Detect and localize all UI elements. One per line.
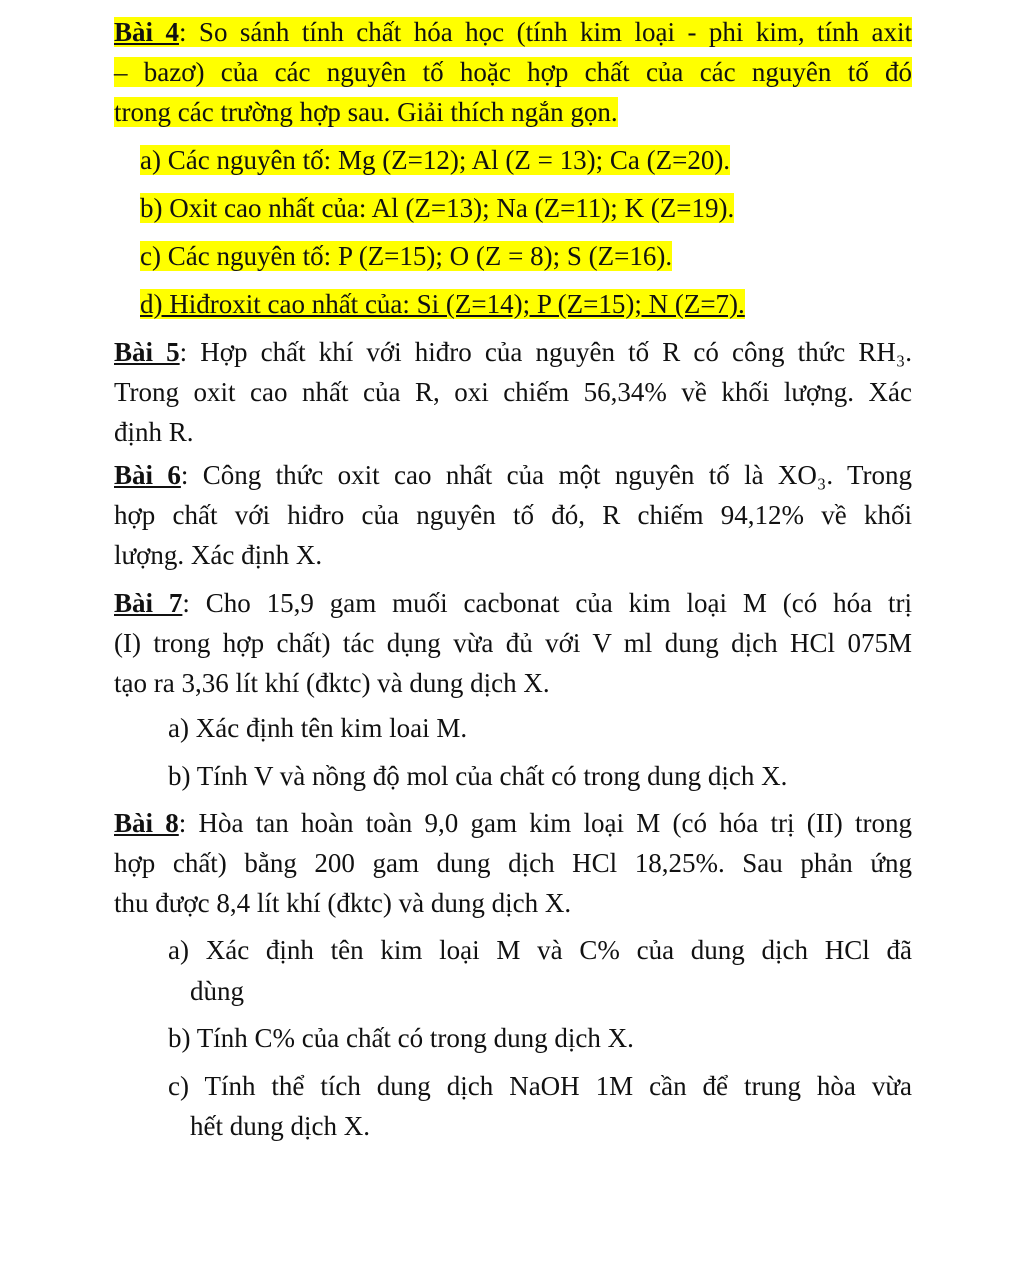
exercise-8-item-a: [168, 930, 912, 970]
exercise-7-item-b-text: b) Tính V và nồng độ mol của chất có trong dung dịch X.: [168, 761, 788, 791]
exercise-8-item-a-text-1: a) Xác định tên kim loại M và C% của dung dịch HCl đã: [168, 935, 912, 965]
exercise-4-label: Bài 4: [114, 17, 179, 47]
exercise-8-line-2: hợp chất) bằng 200 gam dung dịch HCl 18,25%. Sau phản ứng: [114, 848, 912, 878]
exercise-4-line-1: [114, 12, 912, 52]
exercise-8-item-c-text-2: hết dung dịch X.: [190, 1111, 370, 1141]
exercise-5-line-3: định R.: [114, 417, 194, 447]
exercise-4-item-d: [140, 284, 745, 324]
exercise-7-line-1: [114, 583, 912, 623]
exercise-7-item-a-text: a) Xác định tên kim loai M.: [168, 713, 468, 743]
exercise-7-item-b: [168, 756, 787, 796]
exercise-6: [114, 455, 912, 575]
exercise-8-text-1: : Hòa tan hoàn toàn 9,0 gam kim loại M (có hóa trị (II) trong: [178, 808, 912, 838]
exercise-6-line-2: hợp chất với hiđro của nguyên tố đó, R chiếm 94,12% về khối: [114, 500, 912, 530]
exercise-8-line-1: [114, 803, 912, 843]
exercise-4-line-2: [114, 52, 912, 92]
exercise-8-item-b-text: b) Tính C% của chất có trong dung dịch X.: [168, 1023, 634, 1053]
exercise-6-text-1: : Công thức oxit cao nhất của một nguyên tố là XO₃. Trong: [180, 460, 913, 490]
exercise-8-item-c-text-1: c) Tính thể tích dung dịch NaOH 1M cần để trung hòa vừa: [168, 1071, 912, 1101]
exercise-8-item-a-text-2: dùng: [190, 976, 244, 1006]
exercise-5-text-1: : Hợp chất khí với hiđro của nguyên tố R có công thức RH₃.: [179, 337, 912, 367]
exercise-4-item-c: [140, 236, 672, 276]
exercise-7-text-1: : Cho 15,9 gam muối cacbonat của kim loại M (có hóa trị: [182, 588, 912, 618]
exercise-4-item-b: [140, 188, 734, 228]
exercise-7-item-a: [168, 708, 467, 748]
exercise-7-line-3: tạo ra 3,36 lít khí (đktc) và dung dịch X.: [114, 668, 550, 698]
exercise-5-line-2: Trong oxit cao nhất của R, oxi chiếm 56,34% về khối lượng. Xác: [114, 377, 912, 407]
exercise-6-line-1: [114, 455, 912, 495]
exercise-5: [114, 332, 912, 452]
exercise-6-line-3: lượng. Xác định X.: [114, 540, 323, 570]
exercise-4-item-d-text: d) Hiđroxit cao nhất của: Si (Z=14); P (Z=15); N (Z=7).: [140, 289, 745, 319]
exercise-8-item-a-cont: [190, 971, 244, 1011]
exercise-5-label: Bài 5: [114, 337, 180, 367]
exercise-8-line-3: thu được 8,4 lít khí (đktc) và dung dịch X.: [114, 888, 572, 918]
exercise-7: [114, 583, 912, 703]
exercise-4-text-3: trong các trường hợp sau. Giải thích ngắn gọn.: [114, 97, 618, 127]
exercise-4: [114, 12, 912, 132]
exercise-5-line-1: [114, 332, 912, 372]
exercise-8-item-b: [168, 1018, 634, 1058]
exercise-4-item-b-text: b) Oxit cao nhất của: Al (Z=13); Na (Z=11); K (Z=19).: [140, 193, 735, 223]
exercise-4-item-a: [140, 140, 730, 180]
exercise-7-label: Bài 7: [114, 588, 183, 618]
exercise-6-label: Bài 6: [114, 460, 181, 490]
exercise-4-line-3: [114, 92, 912, 132]
exercise-8-label: Bài 8: [114, 808, 179, 838]
exercise-4-text-1: : So sánh tính chất hóa học (tính kim loại - phi kim, tính axit: [178, 17, 912, 47]
exercise-4-text-2: – bazơ) của các nguyên tố hoặc hợp chất của các nguyên tố đó: [114, 57, 912, 87]
exercise-8: [114, 803, 912, 923]
exercise-7-line-2: (I) trong hợp chất) tác dụng vừa đủ với V ml dung dịch HCl 075M: [114, 628, 912, 658]
exercise-8-item-c: [168, 1066, 912, 1106]
exercise-4-item-c-text: c) Các nguyên tố: P (Z=15); O (Z = 8); S (Z=16).: [140, 241, 673, 271]
exercise-8-item-c-cont: [190, 1106, 370, 1146]
exercise-4-item-a-text: a) Các nguyên tố: Mg (Z=12); Al (Z = 13); Ca (Z=20).: [140, 145, 731, 175]
